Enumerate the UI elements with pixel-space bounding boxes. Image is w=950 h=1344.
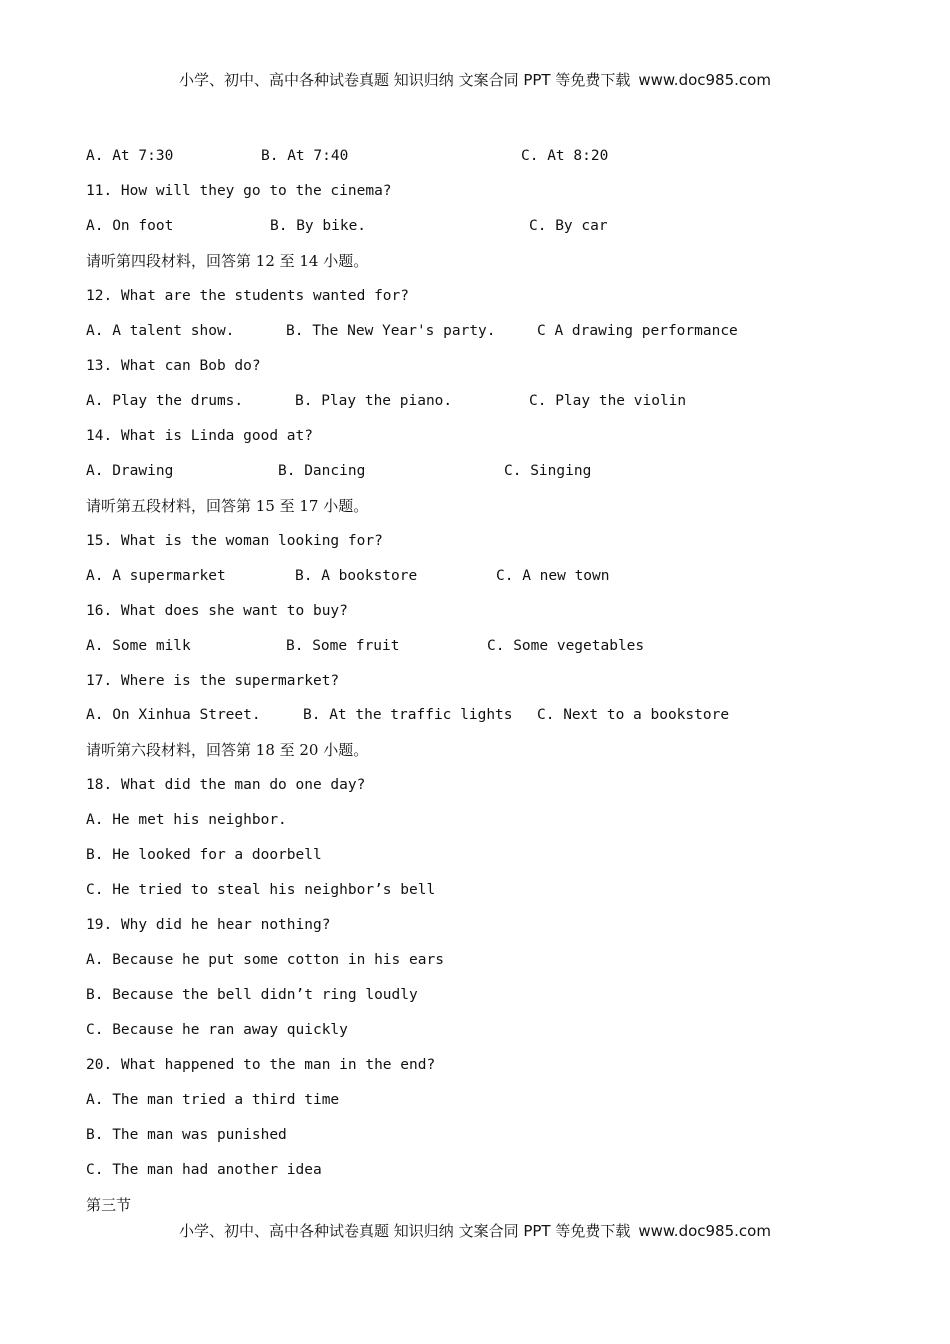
q10-options bbox=[86, 145, 609, 167]
section6-instruction: 请听第六段材料，回答第 18 至 20 小题。 bbox=[86, 741, 369, 759]
q15-option-a: A. A supermarket bbox=[86, 568, 226, 584]
q18-question: 18. What did the man do one day? bbox=[86, 777, 366, 793]
q14-question: 14. What is Linda good at? bbox=[86, 428, 313, 444]
q15-question: 15. What is the woman looking for? bbox=[86, 533, 383, 549]
footer-text: 小学、初中、高中各种试卷真题 知识归纳 文案合同 PPT 等免费下载 bbox=[179, 1222, 631, 1240]
q10-option-c: C. At 8:20 bbox=[521, 148, 609, 164]
q15-option-b: B. A bookstore bbox=[295, 568, 418, 584]
q15-options bbox=[86, 565, 610, 587]
q15-option-c: C. A new town bbox=[496, 568, 610, 584]
q12-question: 12. What are the students wanted for? bbox=[86, 288, 410, 304]
q13-option-c: C. Play the violin bbox=[529, 393, 687, 409]
page-footer bbox=[0, 1220, 950, 1241]
q13-question: 13. What can Bob do? bbox=[86, 358, 261, 374]
q12-option-a: A. A talent show. bbox=[86, 323, 235, 339]
q19-question: 19. Why did he hear nothing? bbox=[86, 917, 331, 933]
q17-option-b: B. At the traffic lights bbox=[303, 707, 513, 723]
q12-option-c: C A drawing performance bbox=[537, 323, 738, 339]
q13-option-a: A. Play the drums. bbox=[86, 393, 244, 409]
section-title: 第三节 bbox=[86, 1196, 132, 1214]
q13-options bbox=[86, 390, 687, 412]
q17-option-a: A. On Xinhua Street. bbox=[86, 707, 261, 723]
q19-option-b: B. Because the bell didn’t ring loudly bbox=[86, 987, 418, 1003]
q13-option-b: B. Play the piano. bbox=[295, 393, 453, 409]
q11-options bbox=[86, 215, 608, 237]
header-text: 小学、初中、高中各种试卷真题 知识归纳 文案合同 PPT 等免费下载 bbox=[179, 71, 631, 89]
q11-option-a: A. On foot bbox=[86, 218, 174, 234]
footer-site: www.doc985.com bbox=[638, 1222, 771, 1240]
q17-question: 17. Where is the supermarket? bbox=[86, 673, 340, 689]
q14-options bbox=[86, 460, 592, 482]
q17-option-c: C. Next to a bookstore bbox=[537, 707, 730, 723]
q16-option-a: A. Some milk bbox=[86, 638, 191, 654]
q16-options bbox=[86, 635, 645, 657]
page-header bbox=[0, 69, 950, 90]
q18-option-b: B. He looked for a doorbell bbox=[86, 847, 322, 863]
q10-option-b: B. At 7:40 bbox=[261, 148, 349, 164]
q14-option-b: B. Dancing bbox=[278, 463, 366, 479]
q18-option-c: C. He tried to steal his neighbor’s bell bbox=[86, 882, 436, 898]
q11-question: 11. How will they go to the cinema? bbox=[86, 183, 392, 199]
q20-option-b: B. The man was punished bbox=[86, 1127, 287, 1143]
section5-instruction: 请听第五段材料，回答第 15 至 17 小题。 bbox=[86, 497, 369, 515]
q14-option-c: C. Singing bbox=[504, 463, 592, 479]
q12-option-b: B. The New Year's party. bbox=[286, 323, 496, 339]
q19-option-a: A. Because he put some cotton in his ears bbox=[86, 952, 444, 968]
q18-option-a: A. He met his neighbor. bbox=[86, 812, 287, 828]
q16-option-c: C. Some vegetables bbox=[487, 638, 645, 654]
section4-instruction: 请听第四段材料，回答第 12 至 14 小题。 bbox=[86, 252, 369, 270]
q20-option-a: A. The man tried a third time bbox=[86, 1092, 340, 1108]
header-site: www.doc985.com bbox=[638, 71, 771, 89]
q17-options bbox=[86, 704, 730, 726]
q16-question: 16. What does she want to buy? bbox=[86, 603, 348, 619]
q11-option-c: C. By car bbox=[529, 218, 608, 234]
q10-option-a: A. At 7:30 bbox=[86, 148, 174, 164]
q11-option-b: B. By bike. bbox=[270, 218, 367, 234]
q16-option-b: B. Some fruit bbox=[286, 638, 400, 654]
q20-question: 20. What happened to the man in the end? bbox=[86, 1057, 436, 1073]
q20-option-c: C. The man had another idea bbox=[86, 1162, 322, 1178]
q14-option-a: A. Drawing bbox=[86, 463, 174, 479]
q19-option-c: C. Because he ran away quickly bbox=[86, 1022, 348, 1038]
q12-options bbox=[86, 320, 738, 342]
